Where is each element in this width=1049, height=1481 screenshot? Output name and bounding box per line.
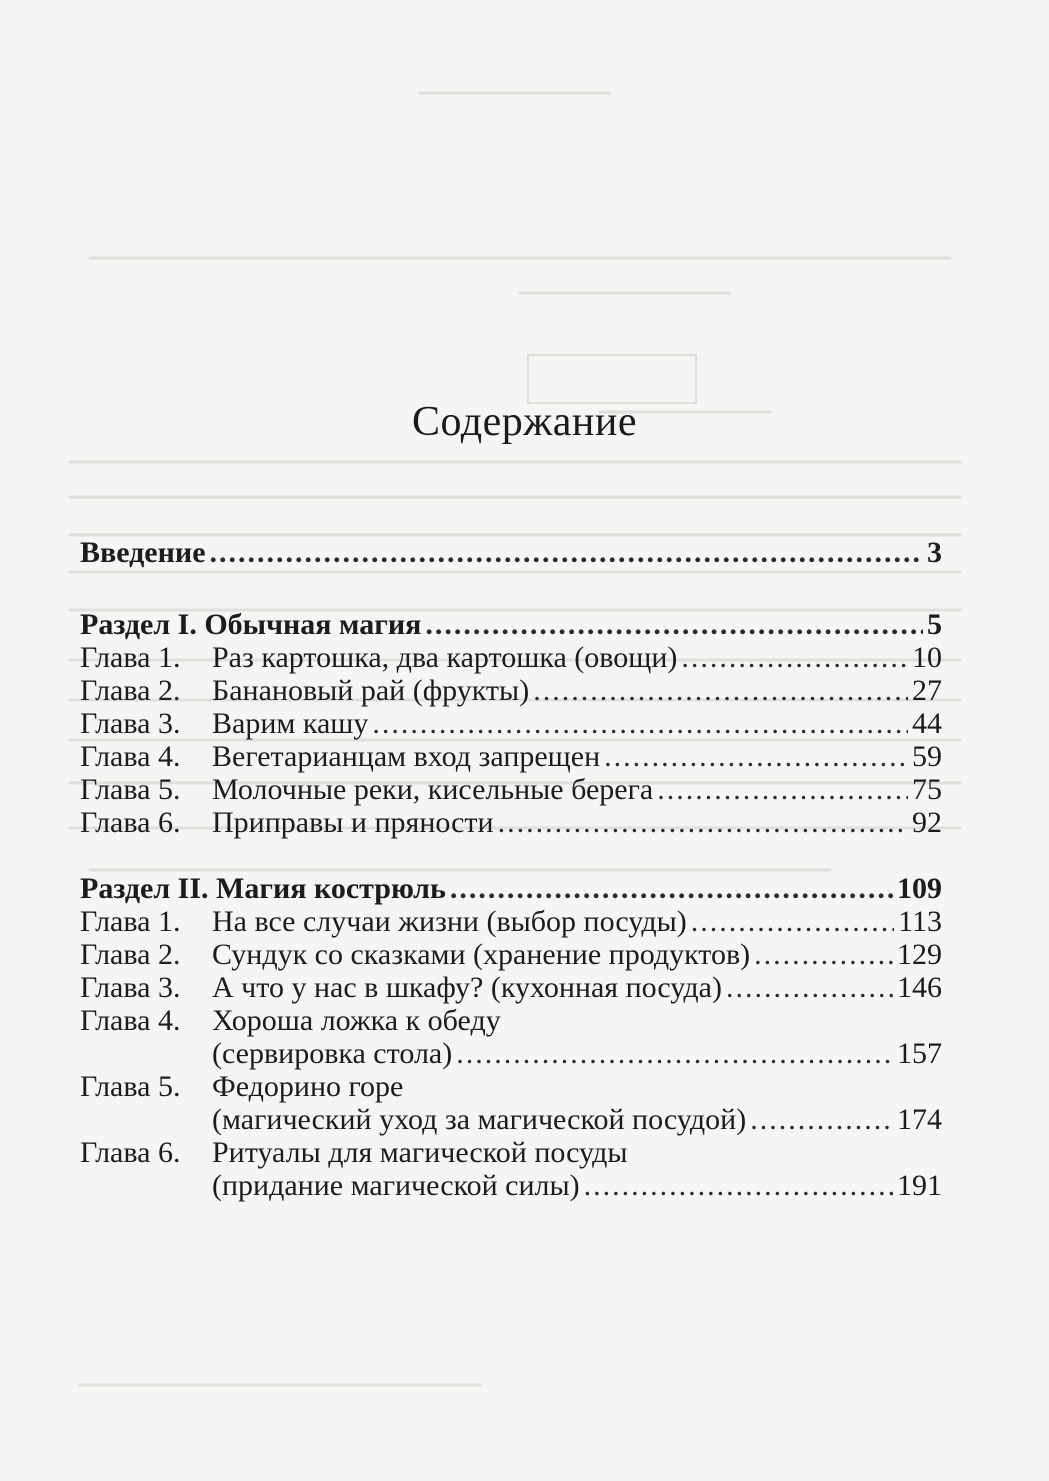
toc-chapter (80, 806, 942, 839)
toc-page-number: 44 (912, 707, 942, 740)
toc-section-2 (80, 872, 942, 905)
toc-chapter (80, 641, 942, 674)
chapter-number: Глава 2. (80, 938, 181, 971)
dot-leader (750, 1103, 893, 1136)
toc-page-number: 10 (912, 641, 942, 674)
chapter-number: Глава 6. (80, 1136, 181, 1169)
dot-leader (372, 707, 908, 740)
toc-chapter (80, 674, 942, 707)
page-title: Содержание (411, 399, 638, 445)
chapter-title: Федорино горе (212, 1070, 404, 1103)
dot-leader (533, 674, 908, 707)
chapter-subtitle: (магический уход за магической посудой) (212, 1103, 747, 1136)
toc-chapter-line-2 (80, 1103, 942, 1136)
chapter-title: Хороша ложка к обеду (212, 1004, 501, 1037)
chapter-subtitle: (сервировка стола) (212, 1037, 453, 1070)
chapter-title: На все случаи жизни (выбор посуды) (212, 905, 687, 938)
toc-chapter-line-2 (80, 1037, 942, 1070)
toc-page-number: 191 (897, 1169, 942, 1202)
toc-page-number: 75 (912, 773, 942, 806)
toc-page-number: 146 (897, 971, 942, 1004)
dot-leader (604, 740, 908, 773)
dot-leader (450, 872, 893, 905)
chapter-subtitle: (придание магической силы) (212, 1169, 580, 1202)
toc-page-number: 5 (927, 608, 942, 641)
chapter-number: Глава 5. (80, 1070, 181, 1103)
chapter-title: Вегетарианцам вход запрещен (212, 740, 601, 773)
chapter-number: Глава 3. (80, 971, 181, 1004)
chapter-number: Глава 3. (80, 707, 181, 740)
chapter-title: А что у нас в шкафу? (кухонная посуда) (212, 971, 722, 1004)
toc-chapter (80, 938, 942, 971)
toc-chapter (80, 707, 942, 740)
chapter-number: Глава 2. (80, 674, 181, 707)
chapter-title: Банановый рай (фрукты) (212, 674, 530, 707)
toc-chapter (80, 905, 942, 938)
toc-page-number: 59 (912, 740, 942, 773)
toc-chapter-line-1 (80, 1004, 942, 1037)
chapter-title: Ритуалы для магической посуды (212, 1136, 628, 1169)
toc-chapter-line-1 (80, 1136, 942, 1169)
dot-leader (754, 938, 893, 971)
toc-section-1 (80, 608, 942, 641)
toc-page-number: 174 (897, 1103, 942, 1136)
dot-leader (691, 905, 894, 938)
dot-leader (681, 641, 908, 674)
chapter-title: Молочные реки, кисельные берега (212, 773, 654, 806)
dot-leader (425, 608, 923, 641)
chapter-number: Глава 1. (80, 641, 181, 674)
toc-entry-intro (80, 536, 942, 569)
toc-page-number: 92 (912, 806, 942, 839)
toc-section-label: Раздел I. Обычная магия (80, 608, 422, 641)
toc-chapter-line-1 (80, 1070, 942, 1103)
toc-page-number: 157 (897, 1037, 942, 1070)
toc-chapter-line-2 (80, 1169, 942, 1202)
toc-page-number: 3 (927, 536, 942, 569)
toc-page-number: 113 (898, 905, 942, 938)
dot-leader (657, 773, 908, 806)
toc-page-number: 109 (897, 872, 942, 905)
toc-entry-label: Введение (80, 536, 206, 569)
dot-leader (584, 1169, 893, 1202)
chapter-title: Приправы и пряности (212, 806, 494, 839)
toc-section-label: Раздел II. Магия кострюль (80, 872, 446, 905)
dot-leader (726, 971, 893, 1004)
chapter-title: Варим кашу (212, 707, 369, 740)
chapter-number: Глава 6. (80, 806, 181, 839)
chapter-title: Сундук со сказками (хранение продуктов) (212, 938, 751, 971)
chapter-number: Глава 4. (80, 740, 181, 773)
chapter-number: Глава 4. (80, 1004, 181, 1037)
dot-leader (210, 536, 923, 569)
chapter-number: Глава 5. (80, 773, 181, 806)
toc-chapter (80, 773, 942, 806)
dot-leader (456, 1037, 893, 1070)
toc-page-number: 27 (912, 674, 942, 707)
toc-chapter (80, 740, 942, 773)
chapter-number: Глава 1. (80, 905, 181, 938)
dot-leader (498, 806, 908, 839)
toc-page-number: 129 (897, 938, 942, 971)
chapter-title: Раз картошка, два картошка (овощи) (212, 641, 678, 674)
toc-chapter (80, 971, 942, 1004)
table-of-contents (80, 536, 942, 1202)
